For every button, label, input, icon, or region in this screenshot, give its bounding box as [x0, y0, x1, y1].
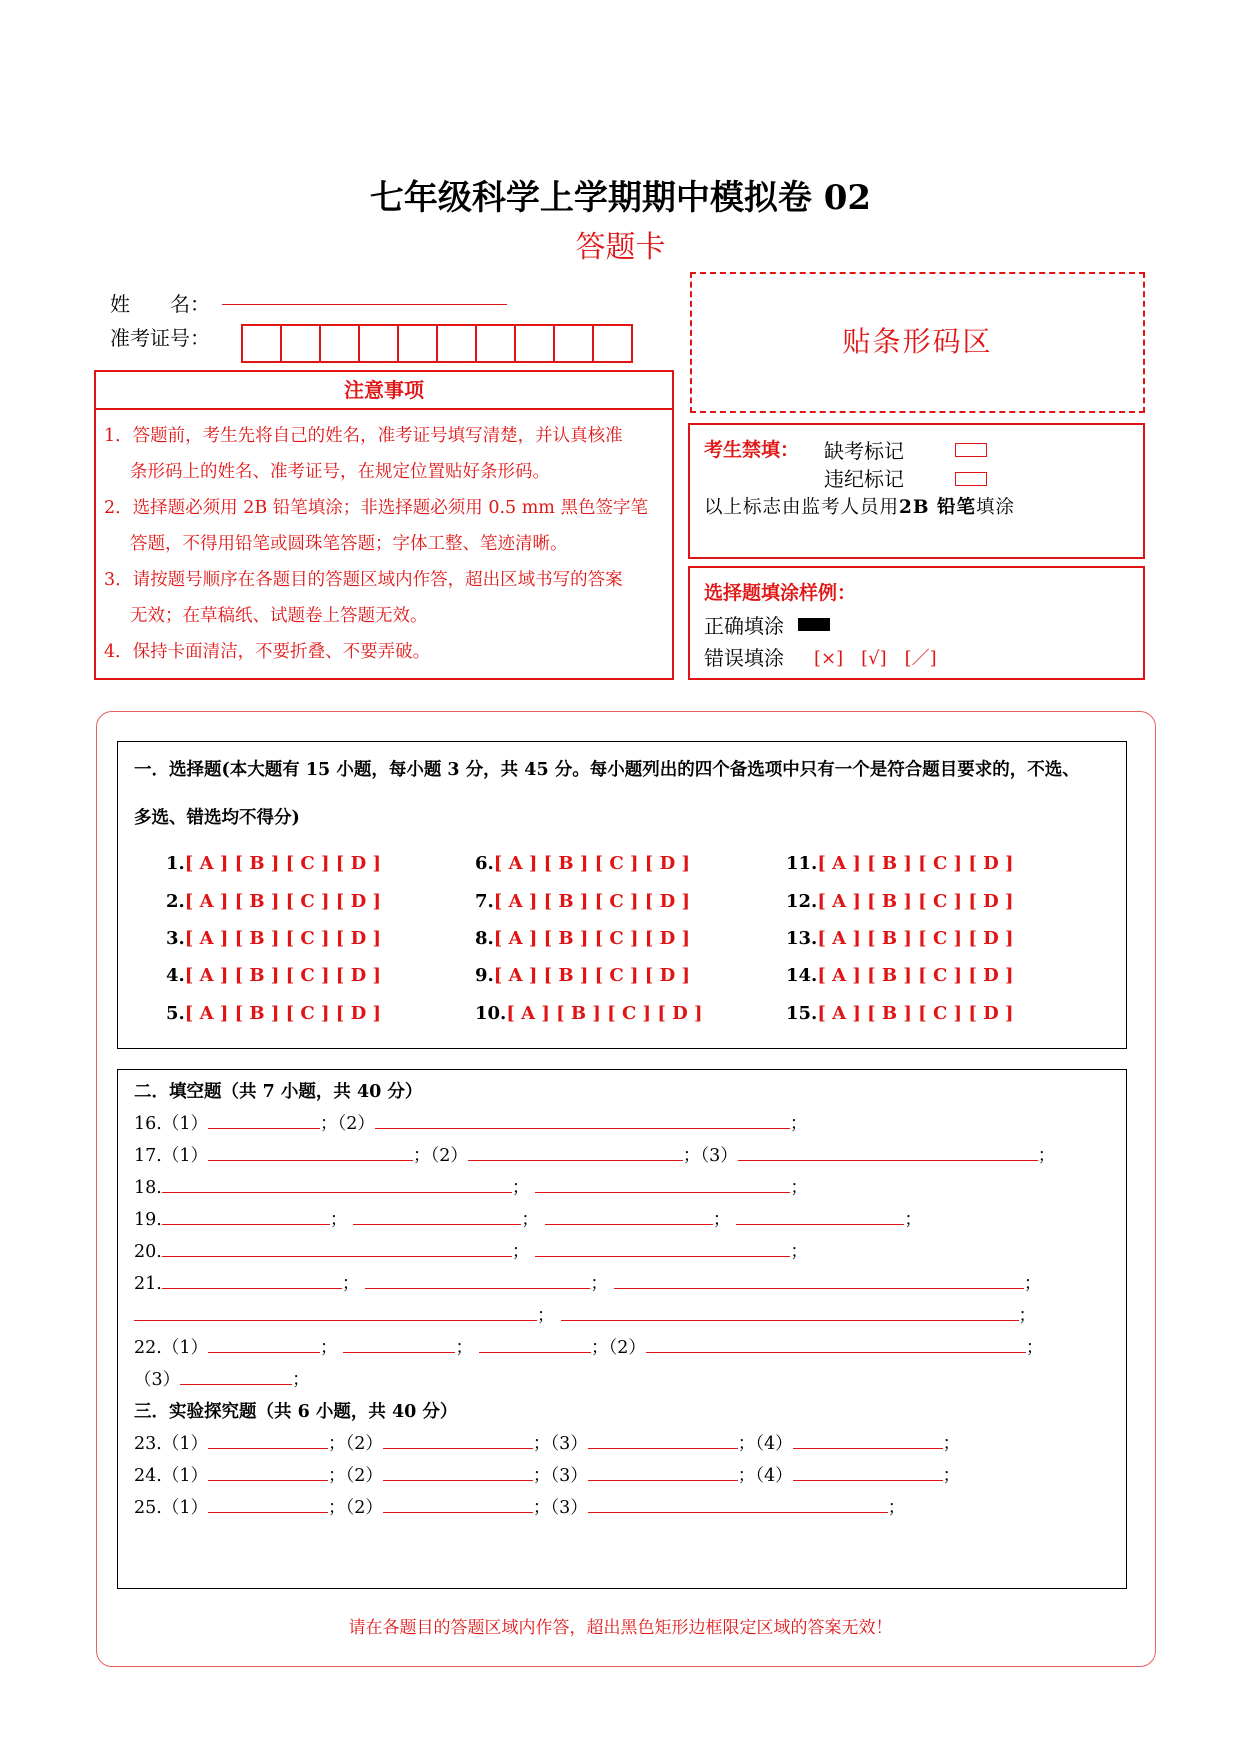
mc-question-number: 14. [786, 965, 818, 986]
mc-question [166, 891, 381, 912]
answer-blank[interactable] [383, 1465, 533, 1481]
separator: ； [327, 1434, 346, 1454]
mc-question-number: 4. [166, 965, 185, 986]
separator: ； [790, 1242, 808, 1262]
separator: ； [521, 1210, 539, 1230]
q25-row [134, 1494, 905, 1519]
answer-blank[interactable] [535, 1241, 790, 1257]
id-cell[interactable] [592, 324, 633, 363]
absent-checkbox[interactable] [955, 443, 987, 457]
id-number-grid[interactable] [243, 324, 633, 363]
mc-question-number: 13. [786, 928, 818, 949]
q-number: 21. [134, 1274, 162, 1294]
answer-blank[interactable] [535, 1177, 790, 1193]
answer-blank[interactable] [343, 1337, 455, 1353]
separator: ； [1018, 1306, 1036, 1326]
mc-question [786, 853, 1014, 874]
mc-question [475, 965, 690, 986]
separator: ； [1037, 1146, 1056, 1166]
notice-item [104, 634, 664, 670]
id-cell[interactable] [514, 324, 555, 363]
separator: ； [904, 1210, 922, 1230]
fill-heading: 二．填空题（共 7 小题，共 40 分） [134, 1082, 423, 1102]
sample-heading: 选择题填涂样例： [704, 582, 857, 604]
mc-question-number: 9. [475, 965, 494, 986]
mc-heading-2: 多选、错选均不得分) [134, 808, 300, 828]
separator: ； [341, 1274, 360, 1294]
mc-answer-options[interactable]: [ A ] [ B ] [ C ] [ D ] [817, 891, 1014, 912]
q-number: 23.（1） [134, 1434, 208, 1454]
notice-line: 答题，不得用铅笔或圆珠笔答题；字体工整、笔迹清晰。 [130, 534, 568, 554]
mc-answer-options[interactable]: [ A ] [ B ] [ C ] [ D ] [184, 928, 381, 949]
footer-warning: 请在各题目的答题区域内作答，超出黑色矩形边框限定区域的答案无效！ [348, 1618, 893, 1638]
separator: ； [789, 1114, 808, 1134]
id-cell[interactable] [475, 324, 516, 363]
mc-question-number: 1. [166, 853, 185, 874]
mc-heading-1: 一．选择题(本大题有 15 小题，每小题 3 分，共 45 分。每小题列出的四个备选项中只有一个是符合题目要求的，不选、 [134, 760, 1080, 780]
mc-answer-options[interactable]: [ A ] [ B ] [ C ] [ D ] [817, 853, 1014, 874]
violation-checkbox[interactable] [955, 471, 987, 490]
q-number: 24.（1） [134, 1466, 208, 1486]
answer-blank[interactable] [134, 1305, 537, 1321]
separator: ； [327, 1466, 346, 1486]
sheet-title: 七年级科学上学期期中模拟卷 02 [369, 178, 872, 218]
mc-answer-options[interactable]: [ A ] [ B ] [ C ] [ D ] [184, 853, 381, 874]
mc-question-number: 3. [166, 928, 185, 949]
mc-answer-options[interactable]: [ A ] [ B ] [ C ] [ D ] [184, 965, 381, 986]
id-cell[interactable] [319, 324, 360, 363]
mc-question-number: 7. [475, 891, 494, 912]
separator: ； [737, 1434, 756, 1454]
answer-blank[interactable] [353, 1209, 521, 1225]
separator: ； [292, 1370, 310, 1390]
id-cell[interactable] [280, 324, 321, 363]
part-label: （3） [700, 1146, 738, 1166]
separator: ； [511, 1178, 530, 1198]
separator: ； [590, 1338, 609, 1358]
notice-line: 1．答题前，考生先将自己的姓名，准考证号填写清楚，并认真核准 [104, 426, 623, 446]
q23-row [134, 1430, 960, 1455]
wrong-marks: [×] [√] [／] [814, 648, 937, 669]
separator: ； [1025, 1338, 1044, 1358]
filled-mark-icon [798, 618, 830, 631]
part-label: （4） [755, 1466, 793, 1486]
mc-answer-options[interactable]: [ A ] [ B ] [ C ] [ D ] [493, 928, 690, 949]
answer-blank[interactable] [180, 1369, 292, 1385]
mc-question-number: 8. [475, 928, 494, 949]
mc-question [166, 853, 381, 874]
q-number: 17.（1） [134, 1146, 208, 1166]
mc-question [475, 853, 690, 874]
mc-question [475, 928, 690, 949]
id-label: 准考证号： [110, 326, 210, 350]
separator: ； [790, 1178, 808, 1198]
notice-box [94, 410, 674, 680]
answer-blank[interactable] [208, 1433, 328, 1449]
sample-box [688, 566, 1145, 680]
separator: ； [455, 1338, 473, 1358]
id-cell[interactable] [553, 324, 594, 363]
q17-row [134, 1142, 1055, 1167]
mc-answer-options[interactable]: [ A ] [ B ] [ C ] [ D ] [184, 891, 381, 912]
mc-answer-options[interactable]: [ A ] [ B ] [ C ] [ D ] [506, 1003, 703, 1024]
separator: ； [532, 1498, 551, 1518]
part-label: （3） [134, 1370, 181, 1390]
mc-question-number: 10. [475, 1003, 507, 1024]
separator: ； [712, 1210, 731, 1230]
mc-question-number: 5. [166, 1003, 185, 1024]
notice-heading: 注意事项 [94, 370, 674, 410]
answer-blank[interactable] [738, 1145, 1038, 1161]
answer-blank[interactable] [365, 1273, 590, 1289]
answer-blank[interactable] [162, 1273, 342, 1289]
answer-blank[interactable] [736, 1209, 904, 1225]
q-number: 22.（1） [134, 1338, 208, 1358]
mc-question-number: 12. [786, 891, 818, 912]
violation-label: 违纪标记 [824, 467, 904, 491]
mc-answer-options[interactable]: [ A ] [ B ] [ C ] [ D ] [817, 965, 1014, 986]
answer-blank[interactable] [208, 1145, 413, 1161]
mc-question [786, 891, 1014, 912]
id-cell[interactable] [436, 324, 477, 363]
answer-blank[interactable] [561, 1305, 1019, 1321]
separator: ； [590, 1274, 608, 1294]
mc-question [166, 928, 381, 949]
q16-row [134, 1110, 807, 1135]
answer-blank[interactable] [162, 1241, 512, 1257]
mc-answer-options[interactable]: [ A ] [ B ] [ C ] [ D ] [184, 1003, 381, 1024]
id-cell[interactable] [397, 324, 438, 363]
experiment-heading: 三．实验探究题（共 6 小题，共 40 分） [134, 1402, 458, 1422]
mc-answer-options[interactable]: [ A ] [ B ] [ C ] [ D ] [817, 928, 1014, 949]
answer-blank[interactable] [208, 1465, 328, 1481]
separator: ； [532, 1434, 551, 1454]
answer-blank[interactable] [208, 1497, 328, 1513]
id-cell[interactable] [241, 324, 282, 363]
part-label: （2） [345, 1498, 383, 1518]
answer-blank[interactable] [208, 1113, 320, 1129]
answer-blank[interactable] [162, 1177, 512, 1193]
mc-question [786, 928, 1014, 949]
mc-question-number: 6. [475, 853, 494, 874]
mc-question-number: 15. [786, 1003, 818, 1024]
mc-question [166, 1003, 381, 1024]
separator: ； [511, 1242, 530, 1262]
answer-blank[interactable] [646, 1337, 1026, 1353]
answer-blank[interactable] [468, 1145, 683, 1161]
mc-answer-options[interactable]: [ A ] [ B ] [ C ] [ D ] [493, 853, 690, 874]
answer-blank[interactable] [375, 1113, 790, 1129]
mc-answer-options[interactable]: [ A ] [ B ] [ C ] [ D ] [817, 1003, 1014, 1024]
separator: ； [942, 1466, 961, 1486]
mc-question [166, 965, 381, 986]
proctor-note-suffix: 填涂 [975, 497, 1015, 518]
wrong-label: 错误填涂 [704, 646, 784, 670]
answer-blank[interactable] [588, 1433, 738, 1449]
mc-question [475, 1003, 703, 1024]
separator: ； [887, 1498, 906, 1518]
mc-question-number: 11. [786, 853, 818, 874]
name-label: 姓 名： [110, 292, 210, 316]
answer-blank[interactable] [162, 1209, 330, 1225]
answer-blank[interactable] [793, 1465, 943, 1481]
correct-label: 正确填涂 [704, 614, 784, 638]
q-number: 25.（1） [134, 1498, 208, 1518]
notice-item [104, 562, 664, 634]
answer-blank[interactable] [614, 1273, 1024, 1289]
notice-item [104, 418, 664, 490]
q22-row-2 [134, 1366, 310, 1391]
q21-row [134, 1270, 1041, 1295]
mc-question [786, 965, 1014, 986]
absent-label: 缺考标记 [824, 439, 904, 463]
separator: ； [329, 1210, 348, 1230]
q18-row [134, 1174, 808, 1199]
mc-answer-options[interactable]: [ A ] [ B ] [ C ] [ D ] [493, 891, 690, 912]
mc-question [475, 891, 690, 912]
answer-blank[interactable] [793, 1433, 943, 1449]
separator: ； [942, 1434, 961, 1454]
notice-line: 条形码上的姓名、准考证号，在规定位置贴好条形码。 [130, 462, 550, 482]
separator: ； [737, 1466, 756, 1486]
separator: ； [319, 1114, 338, 1134]
mc-question-number: 2. [166, 891, 185, 912]
sheet-subtitle: 答题卡 [575, 230, 666, 265]
q-number: 18. [134, 1178, 162, 1198]
part-label: （2） [337, 1114, 375, 1134]
answer-blank[interactable] [545, 1209, 713, 1225]
answer-blank[interactable] [588, 1465, 738, 1481]
q20-row [134, 1238, 808, 1263]
separator: ； [682, 1146, 701, 1166]
notice-item [104, 490, 664, 562]
barcode-area: 贴条形码区 [690, 272, 1145, 413]
answer-blank[interactable] [383, 1433, 533, 1449]
answer-blank[interactable] [383, 1497, 533, 1513]
separator: ； [1023, 1274, 1042, 1294]
name-field[interactable] [222, 303, 507, 305]
separator: ； [537, 1306, 555, 1326]
id-cell[interactable] [358, 324, 399, 363]
answer-blank[interactable] [208, 1337, 320, 1353]
q-number: 20. [134, 1242, 162, 1262]
proctor-note-prefix: 以上标志由监考人员用 [704, 497, 900, 518]
part-label: （2） [345, 1466, 383, 1486]
separator: ； [319, 1338, 338, 1358]
separator: ； [532, 1466, 551, 1486]
proctor-box [688, 423, 1145, 559]
part-label: （2） [608, 1338, 646, 1358]
separator: ； [412, 1146, 431, 1166]
proctor-note-bold: 2B 铅笔 [899, 497, 976, 518]
part-label: （3） [550, 1434, 588, 1454]
answer-blank[interactable] [588, 1497, 888, 1513]
proctor-note [704, 493, 1015, 519]
q-number: 16.（1） [134, 1114, 208, 1134]
notice-line: 2．选择题必须用 2B 铅笔填涂；非选择题必须用 0.5 mm 黑色签字笔 [104, 498, 648, 518]
q-number: 19. [134, 1210, 162, 1230]
q19-row [134, 1206, 922, 1231]
part-label: （3） [550, 1498, 588, 1518]
q22-row [134, 1334, 1043, 1359]
mc-answer-options[interactable]: [ A ] [ B ] [ C ] [ D ] [493, 965, 690, 986]
answer-blank[interactable] [479, 1337, 591, 1353]
mc-question [786, 1003, 1014, 1024]
part-label: （4） [755, 1434, 793, 1454]
separator: ； [327, 1498, 346, 1518]
part-label: （2） [430, 1146, 468, 1166]
part-label: （2） [345, 1434, 383, 1454]
notice-line: 4．保持卡面清洁，不要折叠、不要弄破。 [104, 642, 431, 662]
proctor-label: 考生禁填： [704, 439, 800, 461]
part-label: （3） [550, 1466, 588, 1486]
notice-line: 3．请按题号顺序在各题目的答题区域内作答，超出区域书写的答案 [104, 570, 623, 590]
q24-row [134, 1462, 960, 1487]
q21-row-2 [134, 1302, 1036, 1327]
notice-line: 无效；在草稿纸、试题卷上答题无效。 [130, 606, 428, 626]
